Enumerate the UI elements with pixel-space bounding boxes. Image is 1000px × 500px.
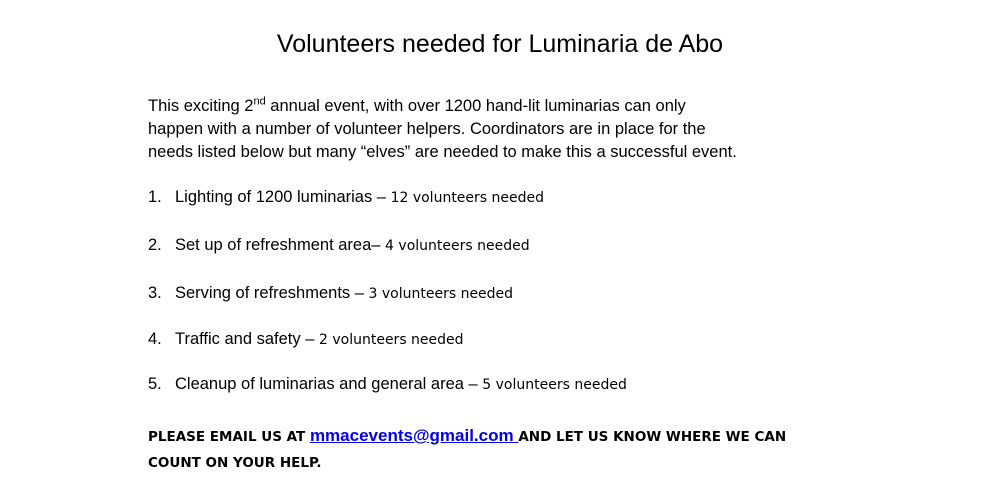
- list-item-number: 4.: [148, 330, 162, 348]
- closing-text-start: PLEASE EMAIL US AT: [148, 429, 310, 445]
- list-item-number: 1.: [148, 188, 162, 206]
- list-item-task: Serving of refreshments –: [175, 284, 369, 302]
- email-link[interactable]: mmacevents@gmail.com: [309, 426, 519, 445]
- intro-paragraph: [148, 95, 868, 164]
- list-item-task: Cleanup of luminarias and general area –: [175, 375, 483, 393]
- list-item-volunteers-needed: 2 volunteers needed: [319, 332, 464, 348]
- list-item-cleanup: [148, 375, 627, 394]
- closing-paragraph: [148, 423, 908, 476]
- page-title: Volunteers needed for Luminaria de Abo: [276, 30, 724, 58]
- closing-text-end: AND LET US KNOW WHERE WE CAN: [518, 429, 787, 445]
- closing-line-2: COUNT ON YOUR HELP.: [148, 455, 322, 471]
- list-item-serving: [148, 284, 513, 303]
- list-item-task: Lighting of 1200 luminarias –: [175, 188, 391, 206]
- closing-line-1: [148, 423, 908, 450]
- list-item-task: Set up of refreshment area–: [175, 236, 386, 254]
- list-item-lighting: [148, 188, 544, 207]
- list-item-number: 2.: [148, 236, 162, 254]
- list-item-volunteers-needed: 3 volunteers needed: [368, 286, 514, 302]
- intro-line-1-end: annual event, with over 1200 hand-lit luminarias can only: [265, 97, 686, 115]
- intro-line-3: needs listed below but many “elves” are needed to make this a successful event.: [148, 143, 737, 161]
- intro-line-1-start: This exciting 2: [148, 97, 254, 115]
- list-item-volunteers-needed: 4 volunteers needed: [385, 238, 530, 254]
- list-item-number: 3.: [148, 284, 162, 302]
- ordinal-suffix: nd: [253, 95, 266, 108]
- intro-line-1: [148, 95, 868, 118]
- list-item-setup: [148, 236, 530, 255]
- list-item-task: Traffic and safety –: [175, 330, 319, 348]
- list-item-traffic: [148, 330, 464, 349]
- list-item-volunteers-needed: 5 volunteers needed: [482, 377, 627, 393]
- list-item-volunteers-needed: 12 volunteers needed: [390, 190, 545, 206]
- list-item-number: 5.: [148, 375, 162, 393]
- intro-line-2: happen with a number of volunteer helpers. Coordinators are in place for the: [148, 120, 706, 138]
